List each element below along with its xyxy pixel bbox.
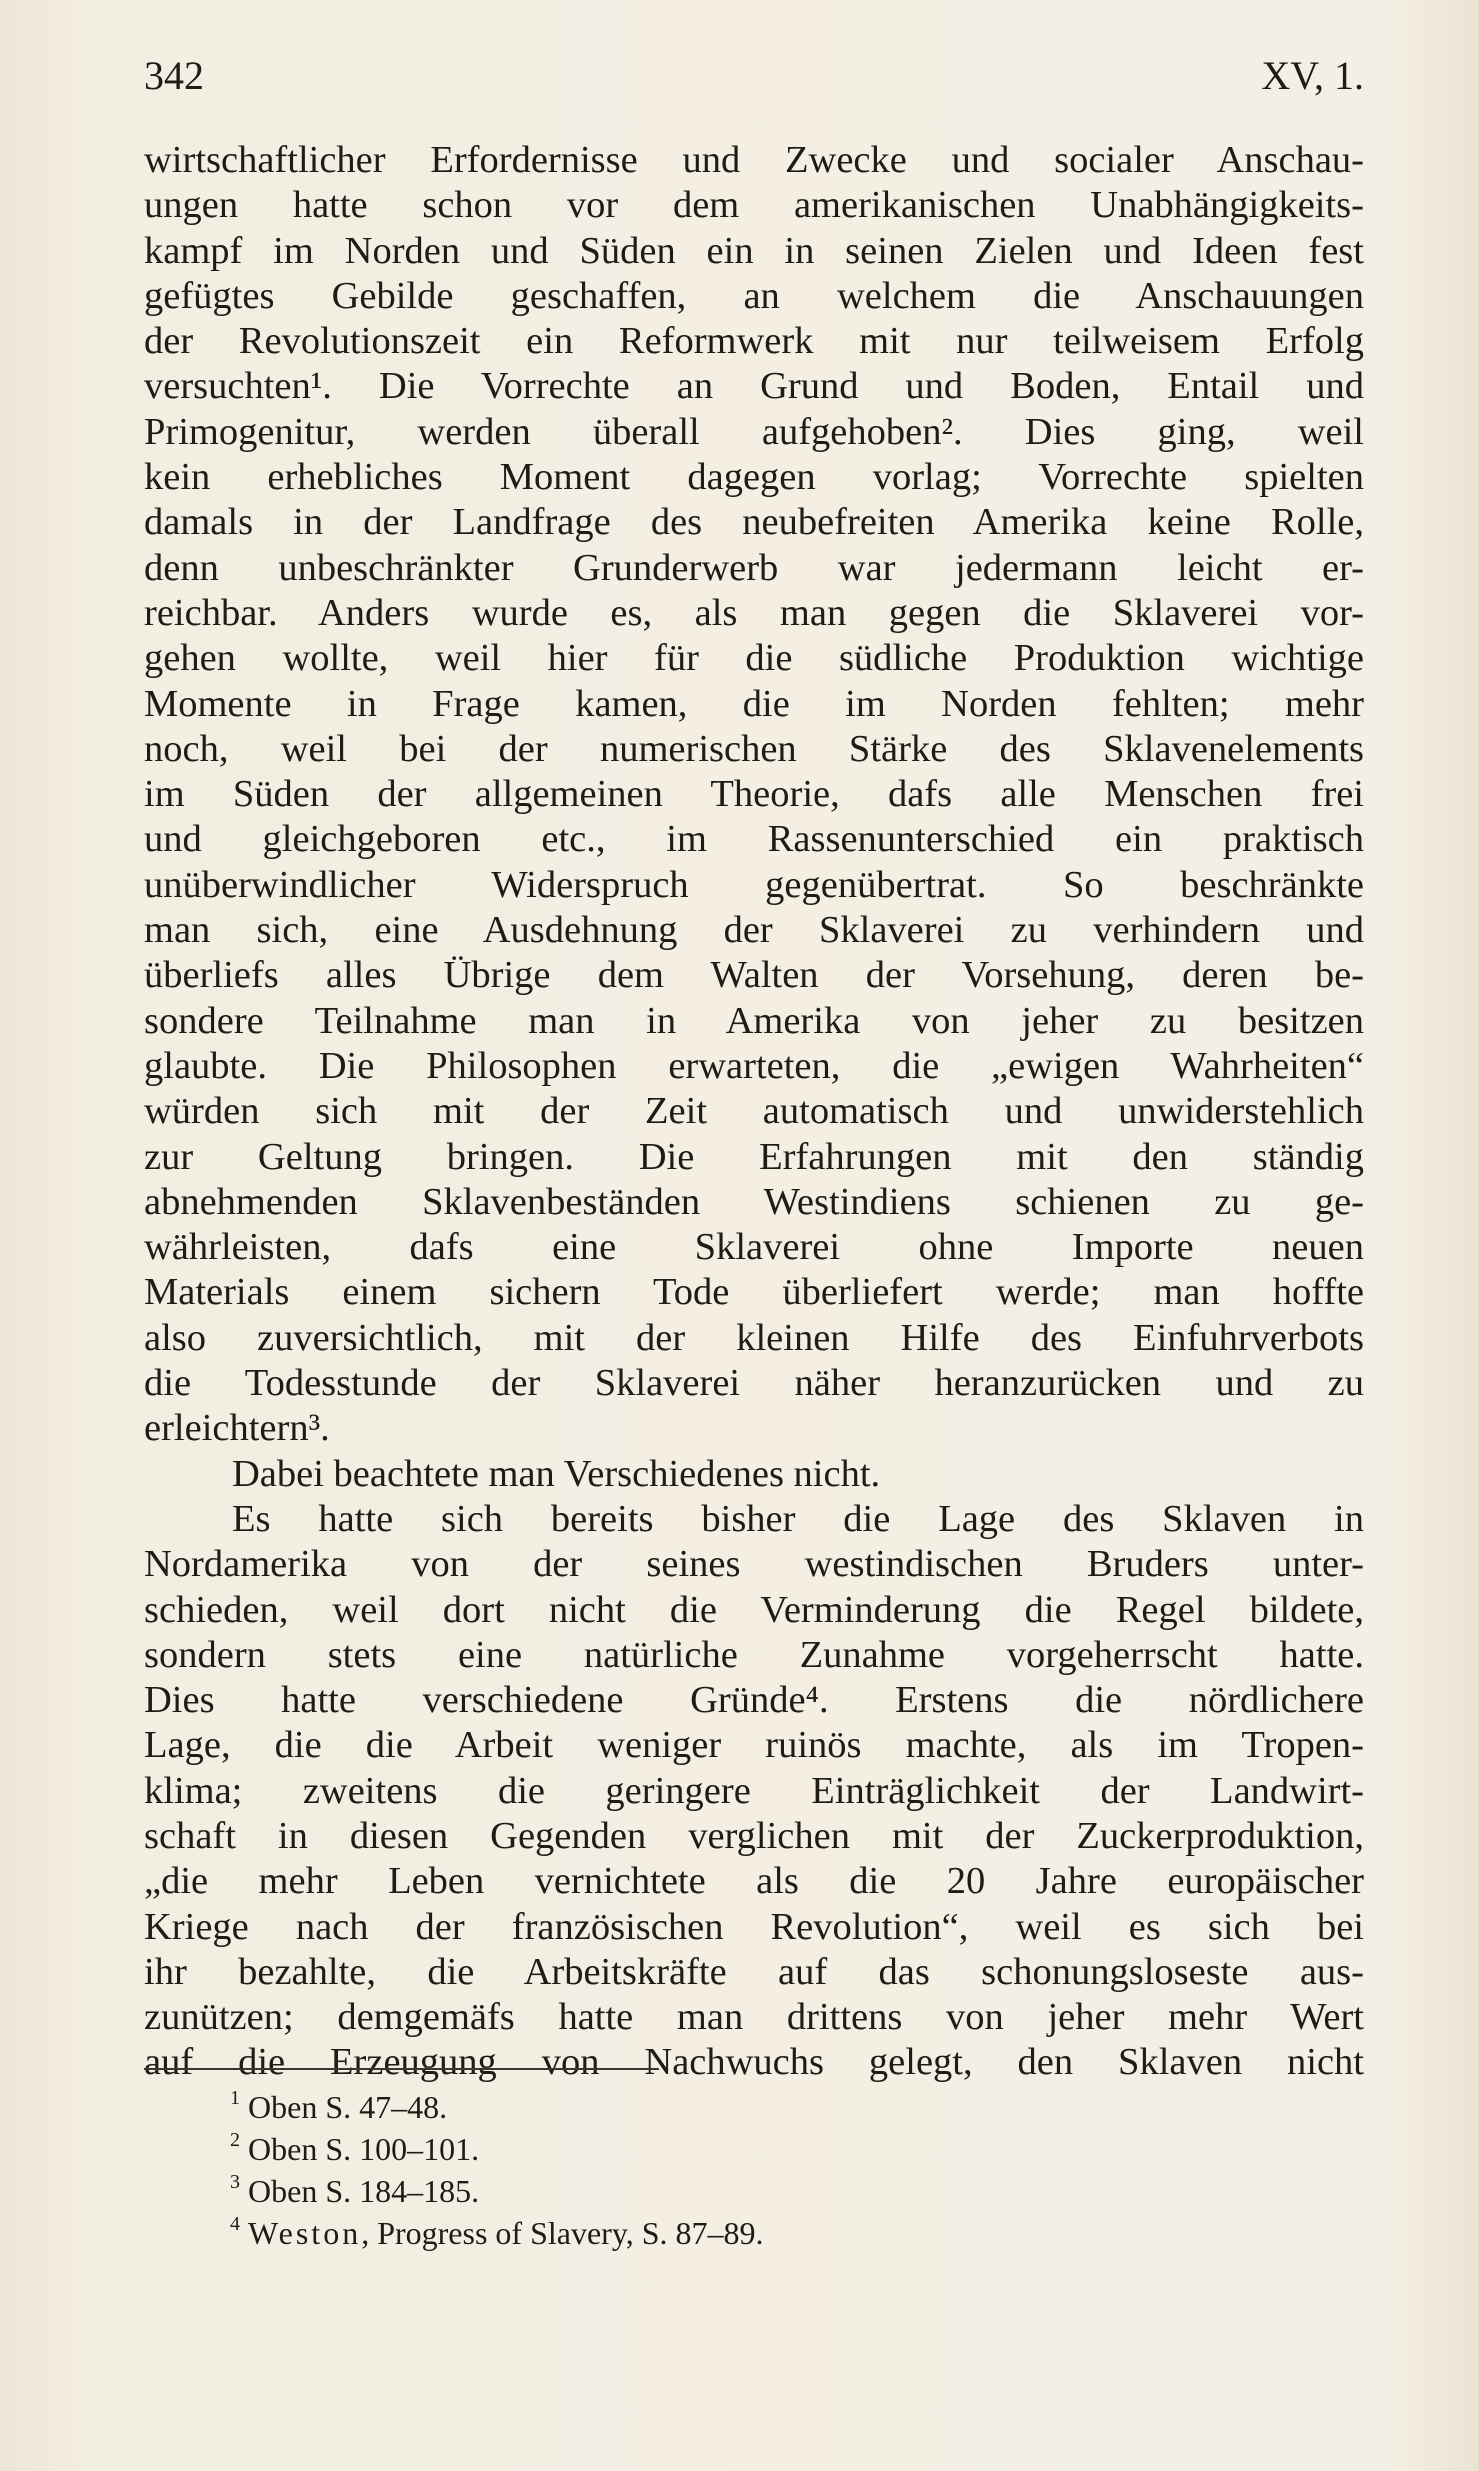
text-line: würden sich mit der Zeit automatisch und unwiderstehlich [144,1090,1364,1133]
text-line: zur Geltung bringen. Die Erfahrungen mit den ständig [144,1135,1364,1178]
text-line: überliefs alles Übrige dem Walten der Vorsehung, deren be- [144,954,1364,997]
text-line: erleichtern³. [144,1407,330,1450]
footnote [230,2170,764,2212]
text-line: der Revolutionszeit ein Reformwerk mit nur teilweisem Erfolg [144,320,1364,363]
footnote [230,2212,764,2254]
text-line: ihr bezahlte, die Arbeitskräfte auf das schonungsloseste aus- [144,1950,1364,1993]
footnote-rule [144,2068,659,2070]
text-line: Materials einem sichern Tode überliefert werde; man hoffte [144,1271,1364,1314]
text-line: Kriege nach der französischen Revolution“, weil es sich bei [144,1905,1364,1948]
text-line: die Todesstunde der Sklaverei näher heranzurücken und zu [144,1362,1364,1405]
text-line: man sich, eine Ausdehnung der Sklaverei zu verhindern und [144,909,1364,952]
text-line: Nordamerika von der seines westindischen Bruders unter- [144,1543,1364,1586]
page-header [144,52,1364,112]
text-line: glaubte. Die Philosophen erwarteten, die „ewigen Wahrheiten“ [144,1044,1364,1087]
text-line: gefügtes Gebilde geschaffen, an welchem die Anschauungen [144,274,1364,317]
footnote [230,2128,764,2170]
footnotes [230,2086,764,2254]
text-line: Dies hatte verschiedene Gründe⁴. Erstens die nördlichere [144,1679,1364,1722]
text-line: denn unbeschränkter Grunderwerb war jedermann leicht er- [144,546,1364,589]
text-line: schaft in diesen Gegenden verglichen mit der Zuckerproduktion, [144,1814,1364,1857]
text-line: damals in der Landfrage des neubefreiten Amerika keine Rolle, [144,501,1364,544]
text-line: ungen hatte schon vor dem amerikanischen Unabhängigkeits- [144,184,1364,227]
footnote-author: Weston [248,2215,362,2251]
page-number: 342 [144,53,204,98]
text-line: reichbar. Anders wurde es, als man gegen die Sklaverei vor- [144,591,1364,634]
text-line: Es hatte sich bereits bisher die Lage des Sklaven in [232,1497,1364,1540]
footnote-mark: 4 [230,2213,240,2235]
text-line: klima; zweitens die geringere Einträglichkeit der Landwirt- [144,1769,1364,1812]
text-line: also zuversichtlich, mit der kleinen Hilfe des Einfuhrverbots [144,1316,1364,1359]
running-head: XV, 1. [1261,53,1364,98]
footnote [230,2086,764,2128]
text-line: auf die Erzeugung von Nachwuchs gelegt, den Sklaven nicht [144,2041,1364,2084]
footnote-mark: 2 [230,2129,240,2151]
footnote-text: Oben S. 184–185. [248,2173,480,2209]
text-line: schieden, weil dort nicht die Verminderung die Regel bildete, [144,1588,1364,1631]
text-line: zunützen; demgemäfs hatte man drittens von jeher mehr Wert [144,1996,1364,2039]
text-line: währleisten, dafs eine Sklaverei ohne Importe neuen [144,1226,1364,1269]
text-line: Lage, die die Arbeit weniger ruinös machte, als im Tropen- [144,1724,1364,1767]
text-line: „die mehr Leben vernichtete als die 20 Jahre europäischer [144,1860,1364,1903]
footnote-mark: 1 [230,2087,240,2109]
text-line: und gleichgeboren etc., im Rassenunterschied ein praktisch [144,818,1364,861]
text-line: kein erhebliches Moment dagegen vorlag; Vorrechte spielten [144,456,1364,499]
text-line: versuchten¹. Die Vorrechte an Grund und Boden, Entail und [144,365,1364,408]
text-line: im Süden der allgemeinen Theorie, dafs alle Menschen frei [144,773,1364,816]
text-line: Primogenitur, werden überall aufgehoben². Dies ging, weil [144,410,1364,453]
text-line: sondern stets eine natürliche Zunahme vorgeherrscht hatte. [144,1633,1364,1676]
text-line: kampf im Norden und Süden ein in seinen Zielen und Ideen fest [144,229,1364,272]
text-line: noch, weil bei der numerischen Stärke des Sklavenelements [144,727,1364,770]
text-line: gehen wollte, weil hier für die südliche Produktion wichtige [144,637,1364,680]
text-line: Momente in Frage kamen, die im Norden fehlten; mehr [144,682,1364,725]
footnote-text: Oben S. 47–48. [248,2089,448,2125]
text-line: Dabei beachtete man Verschiedenes nicht. [232,1452,881,1495]
body-text [144,138,1364,2086]
footnote-mark: 3 [230,2171,240,2193]
footnote-text: Oben S. 100–101. [248,2131,480,2167]
text-line: unüberwindlicher Widerspruch gegenübertrat. So beschränkte [144,863,1364,906]
text-line: sondere Teilnahme man in Amerika von jeher zu besitzen [144,999,1364,1042]
footnote-text: , Progress of Slavery, S. 87–89. [361,2215,764,2251]
text-line: abnehmenden Sklavenbeständen Westindiens schienen zu ge- [144,1180,1364,1223]
text-line: wirtschaftlicher Erfordernisse und Zwecke und socialer Anschau- [144,139,1364,181]
